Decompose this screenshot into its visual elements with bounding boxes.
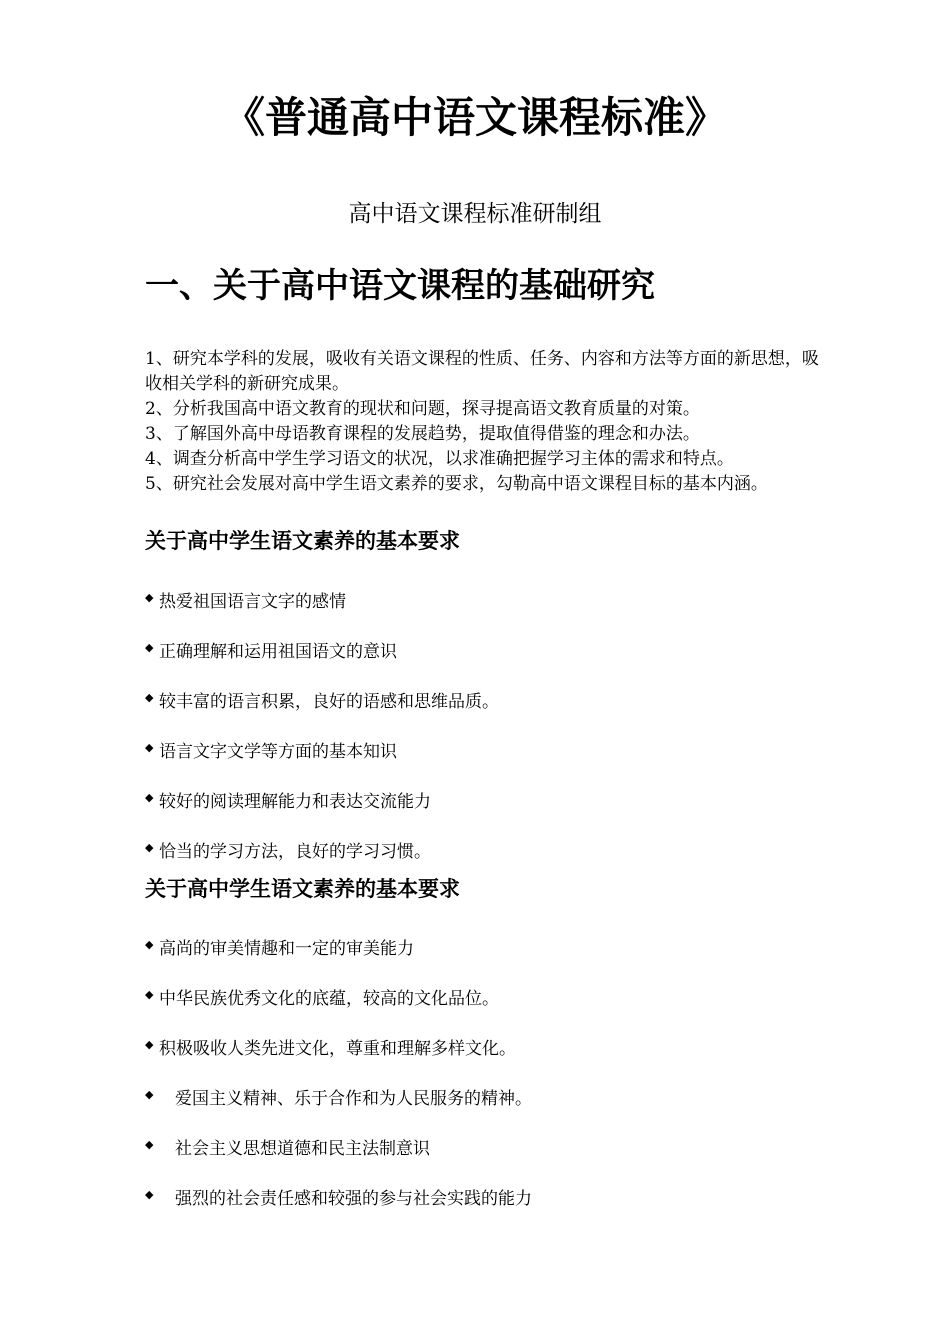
diamond-bullet-icon: ◆ <box>145 1138 154 1151</box>
subsection-heading: 关于高中学生语文素养的基本要求 <box>145 529 460 553</box>
section-heading: 一、关于高中语文课程的基础研究 <box>145 266 655 306</box>
list-item-text: 恰当的学习方法，良好的学习习惯。 <box>159 842 431 862</box>
list-item <box>145 785 845 835</box>
list-item <box>145 585 845 635</box>
literacy-requirements-list <box>145 932 845 1232</box>
diamond-bullet-icon: ◆ <box>145 691 154 704</box>
diamond-bullet-icon: ◆ <box>145 841 154 854</box>
list-item-text: 高尚的审美情趣和一定的审美能力 <box>159 939 414 959</box>
diamond-bullet-icon: ◆ <box>145 938 154 951</box>
diamond-bullet-icon: ◆ <box>145 591 154 604</box>
diamond-bullet-icon: ◆ <box>145 741 154 754</box>
research-item: 5、研究社会发展对高中学生语文素养的要求，勾勒高中语文课程目标的基本内涵。 <box>145 474 768 494</box>
list-item <box>145 1032 845 1082</box>
list-item <box>145 1082 845 1132</box>
diamond-bullet-icon: ◆ <box>145 1088 154 1101</box>
document-title: 《普通高中语文课程标准》 <box>222 93 727 142</box>
list-item-text: 社会主义思想道德和民主法制意识 <box>175 1139 430 1159</box>
diamond-bullet-icon: ◆ <box>145 988 154 1001</box>
diamond-bullet-icon: ◆ <box>145 1188 154 1201</box>
research-item: 1、研究本学科的发展，吸收有关语文课程的性质、任务、内容和方法等方面的新思想，吸收相关学科的新研究成果。 <box>145 349 819 394</box>
list-item-text: 热爱祖国语言文字的感情 <box>159 592 346 612</box>
list-item <box>145 735 845 785</box>
research-item: 4、调查分析高中学生学习语文的状况，以求准确把握学习主体的需求和特点。 <box>145 449 734 469</box>
list-item <box>145 932 845 982</box>
list-item-text: 较好的阅读理解能力和表达交流能力 <box>159 792 431 812</box>
research-item: 2、分析我国高中语文教育的现状和问题，探寻提高语文教育质量的对策。 <box>145 399 700 419</box>
list-item-text: 积极吸收人类先进文化，尊重和理解多样文化。 <box>159 1039 516 1059</box>
list-item <box>145 1182 845 1232</box>
diamond-bullet-icon: ◆ <box>145 1038 154 1051</box>
subsection-heading: 关于高中学生语文素养的基本要求 <box>145 877 460 901</box>
list-item-text: 较丰富的语言积累，良好的语感和思维品质。 <box>159 692 499 712</box>
research-item: 3、了解国外高中母语教育课程的发展趋势，提取值得借鉴的理念和办法。 <box>145 424 700 444</box>
list-item-text: 强烈的社会责任感和较强的参与社会实践的能力 <box>175 1189 532 1209</box>
list-item <box>145 1132 845 1182</box>
list-item <box>145 982 845 1032</box>
literacy-requirements-list <box>145 585 845 885</box>
diamond-bullet-icon: ◆ <box>145 791 154 804</box>
document-author: 高中语文课程标准研制组 <box>348 201 602 227</box>
list-item <box>145 635 845 685</box>
list-item-text: 语言文字文学等方面的基本知识 <box>159 742 397 762</box>
research-list <box>145 347 825 497</box>
list-item-text: 爱国主义精神、乐于合作和为人民服务的精神。 <box>175 1089 532 1109</box>
diamond-bullet-icon: ◆ <box>145 641 154 654</box>
list-item-text: 中华民族优秀文化的底蕴，较高的文化品位。 <box>159 989 499 1009</box>
list-item-text: 正确理解和运用祖国语文的意识 <box>159 642 397 662</box>
list-item <box>145 685 845 735</box>
